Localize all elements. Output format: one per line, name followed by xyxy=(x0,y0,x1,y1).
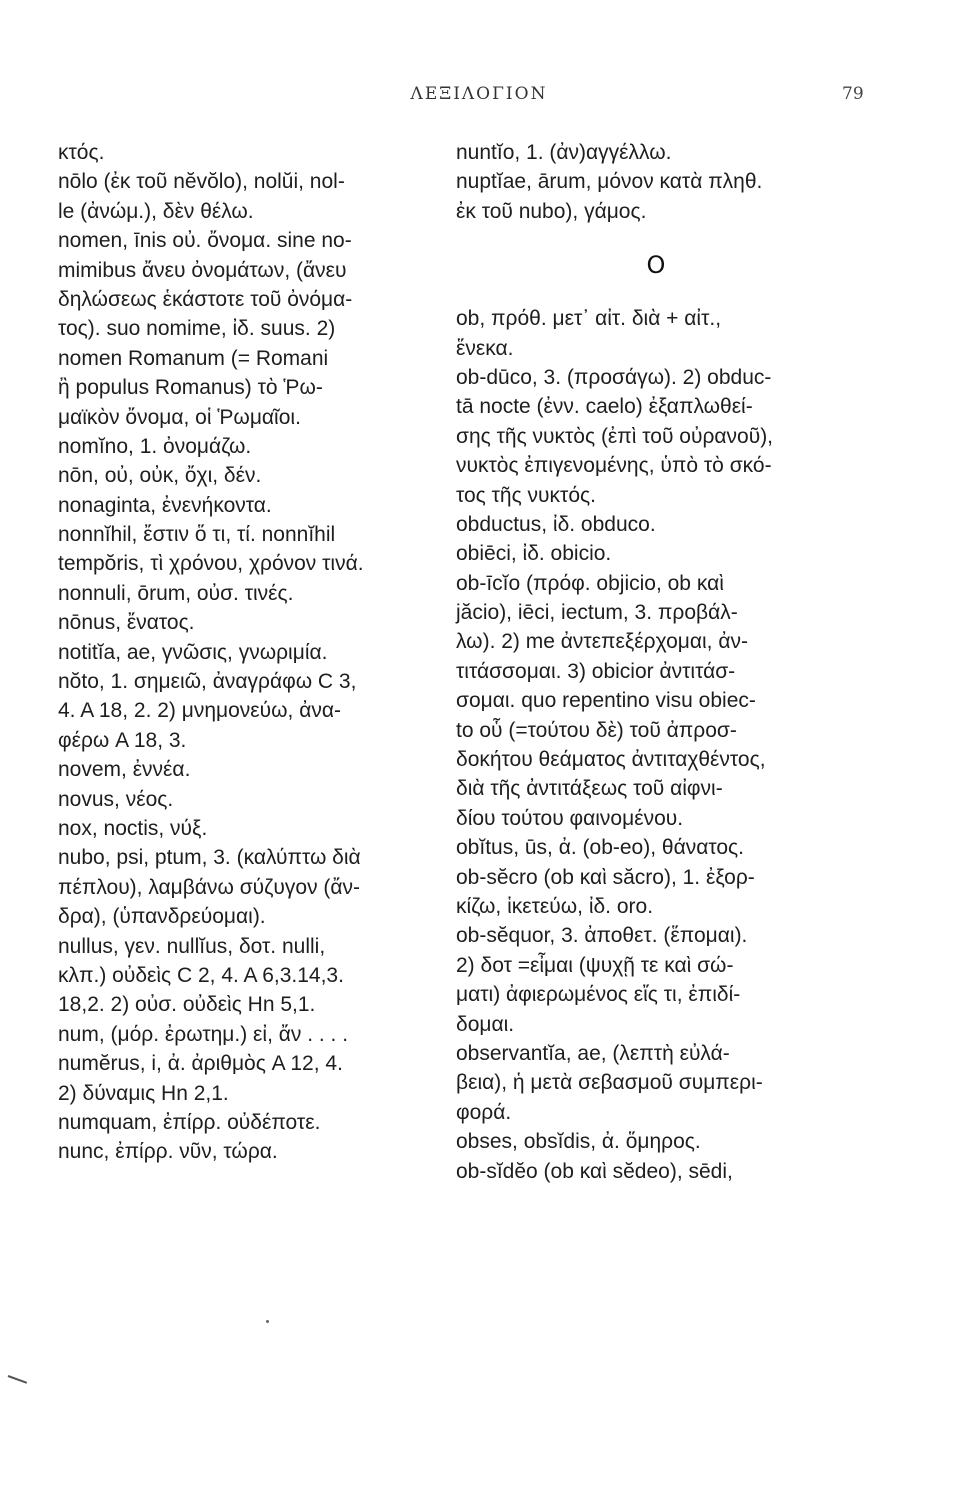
dictionary-line: nullus, γεν. nullĭus, δοτ. nulli, xyxy=(58,934,326,958)
dictionary-line: ἢ populus Romanus) τὸ Ῥω- xyxy=(58,376,323,400)
letter-section-head: O xyxy=(646,251,666,280)
dictionary-line: 4. A 18, 2. 2) μνημονεύω, ἀνα- xyxy=(58,699,341,723)
dictionary-line: numĕrus, i, ἀ. ἀριθμὸς A 12, 4. xyxy=(58,1052,343,1076)
dictionary-line: numquam, ἐπίρρ. οὐδέποτε. xyxy=(58,1110,321,1134)
dictionary-line: notitĭa, ae, γνῶσις, γνωριμία. xyxy=(58,640,328,664)
dictionary-line: nomen, īnis οὐ. ὄνομα. sine no- xyxy=(58,229,352,253)
dictionary-line: nōn, οὐ, οὐκ, ὄχι, δέν. xyxy=(58,464,262,488)
right-column xyxy=(456,138,856,1186)
dictionary-line: le (ἀνώμ.), δὲν θέλω. xyxy=(58,199,254,223)
dictionary-line: jăcio), iēci, iectum, 3. προβάλ- xyxy=(456,601,738,625)
dictionary-line: κίζω, ἱκετεύω, ἰδ. oro. xyxy=(456,894,654,918)
dictionary-line: διὰ τῆς ἀντιτάξεως τοῦ αἰφνι- xyxy=(456,777,723,801)
dictionary-line: nomĭno, 1. ὀνομάζω. xyxy=(58,434,252,458)
dictionary-line: φέρω A 18, 3. xyxy=(58,728,187,752)
dictionary-line: num, (μόρ. ἐρωτημ.) εἰ, ἄν . . . . xyxy=(58,1022,349,1046)
scan-mark xyxy=(3,1375,27,1397)
dictionary-line: σομαι. quo repentino visu obiec- xyxy=(456,689,756,713)
dictionary-line: δηλώσεως ἑκάστοτε τοῦ ὀνόμα- xyxy=(58,287,353,311)
dictionary-line: ob-dūco, 3. (προσάγω). 2) obduc- xyxy=(456,365,772,389)
dictionary-line: nōlo (ἐκ τοῦ nĕvŏlo), nolŭi, nol- xyxy=(58,170,345,194)
dictionary-line: obiēci, ἰδ. obicio. xyxy=(456,542,612,566)
dictionary-line: δοκήτου θεάματος ἀντιταχθέντος, xyxy=(456,748,766,772)
dictionary-line: observantĭa, ae, (λεπτὴ εὐλά- xyxy=(456,1041,730,1065)
dictionary-line: 18,2. 2) οὐσ. οὐδεὶς Hn 5,1. xyxy=(58,993,316,1017)
scan-dot xyxy=(266,1320,269,1323)
dictionary-line: tempŏris, τὶ χρόνου, χρόνον τινά. xyxy=(58,552,364,576)
dictionary-line: βεια), ἡ μετὰ σεβασμοῦ συμπερι- xyxy=(456,1071,763,1095)
dictionary-line: τος τῆς νυκτός. xyxy=(456,483,596,507)
dictionary-line: ob-īcĭo (πρόφ. objicio, ob καὶ xyxy=(456,571,724,595)
dictionary-line: ἐκ τοῦ nubo), γάμος. xyxy=(456,199,647,223)
dictionary-line: ob-sĕcro (ob καὶ săcro), 1. ἐξορ- xyxy=(456,865,755,889)
dictionary-line: obductus, ἰδ. obduco. xyxy=(456,512,656,536)
dictionary-line: ob-sĕquor, 3. ἀποθετ. (ἕπομαι). xyxy=(456,924,748,948)
dictionary-line: nubo, psi, ptum, 3. (καλύπτω διὰ xyxy=(58,846,361,870)
dictionary-line: μαϊκὸν ὄνομα, οἱ Ῥωμαῖοι. xyxy=(58,405,301,429)
dictionary-line: nox, noctis, νύξ. xyxy=(58,816,208,840)
left-column xyxy=(58,138,468,1167)
dictionary-line: δομαι. xyxy=(456,1012,515,1036)
dictionary-line: obĭtus, ūs, ἀ. (ob-eo), θάνατος. xyxy=(456,836,744,860)
page-number: 79 xyxy=(842,84,864,104)
dictionary-line: obses, obsĭdis, ἀ. ὅμηρος. xyxy=(456,1130,701,1154)
dictionary-line: nuntĭo, 1. (ἀν)αγγέλλω. xyxy=(456,141,672,164)
dictionary-line: nomen Romanum (= Romani xyxy=(58,346,329,370)
dictionary-line: σης τῆς νυκτὸς (ἐπὶ τοῦ οὐρανοῦ), xyxy=(456,424,774,448)
dictionary-line: nōnus, ἔνατος. xyxy=(58,611,195,635)
dictionary-line: 2) δοτ =εἶμαι (ψυχῇ τε καὶ σώ- xyxy=(456,953,734,977)
dictionary-line: nunc, ἐπίρρ. νῦν, τώρα. xyxy=(58,1140,278,1164)
dictionary-line: τιτάσσομαι. 3) obicior ἀντιτάσ- xyxy=(456,659,736,683)
dictionary-line: nonnĭhil, ἔστιν ὅ τι, τί. nonnĭhil xyxy=(58,523,336,547)
dictionary-line: nŏto, 1. σημειῶ, ἀναγράφω C 3, xyxy=(58,670,357,694)
dictionary-line: to οὗ (=τούτου δὲ) τοῦ ἀπροσ- xyxy=(456,718,737,742)
dictionary-line: mimibus ἄνευ ὀνομάτων, (ἄνευ xyxy=(58,258,347,282)
dictionary-line: nuptĭae, ārum, μόνον κατὰ πληθ. xyxy=(456,170,763,194)
dictionary-line: φορά. xyxy=(456,1100,512,1124)
dictionary-line: τος). suo nomime, ἰδ. suus. 2) xyxy=(58,317,336,341)
dictionary-line: 2) δύναμις Hn 2,1. xyxy=(58,1081,229,1105)
dictionary-line: δίου τούτου φαινομένου. xyxy=(456,806,684,830)
dictionary-line: κλπ.) οὐδεὶς C 2, 4. A 6,3.14,3. xyxy=(58,963,344,987)
dictionary-line: πέπλου), λαμβάνω σύζυγον (ἄν- xyxy=(58,875,361,899)
dictionary-line: δρα), (ὑπανδρεύομαι). xyxy=(58,905,266,929)
dictionary-line: ob-sĭdĕo (ob καὶ sĕdeo), sēdi, xyxy=(456,1159,733,1183)
dictionary-line: nonaginta, ἐνενήκοντα. xyxy=(58,493,272,517)
dictionary-line: tā nocte (ἐνν. caelo) ἐξαπλωθεί- xyxy=(456,395,753,419)
dictionary-line: ματι) ἀφιερωμένος εἴς τι, ἐπιδί- xyxy=(456,983,741,1007)
dictionary-line: ἕνεκα. xyxy=(456,336,514,360)
running-head: ΛΕΞΙΛΟΓΙΟΝ xyxy=(410,84,548,104)
dictionary-line: λω). 2) me ἀντεπεξέρχομαι, ἀν- xyxy=(456,630,748,654)
dictionary-line: novus, νέος. xyxy=(58,787,174,811)
dictionary-line: ob, πρόθ. μετ᾽ αἰτ. διὰ + αἰτ., xyxy=(456,307,722,331)
dictionary-line: κτός. xyxy=(58,141,105,164)
dictionary-line: novem, ἐννέα. xyxy=(58,758,191,782)
dictionary-line: νυκτὸς ἐπιγενομένης, ὑπὸ τὸ σκό- xyxy=(456,454,772,478)
dictionary-line: nonnuli, ōrum, οὐσ. τινές. xyxy=(58,581,294,605)
